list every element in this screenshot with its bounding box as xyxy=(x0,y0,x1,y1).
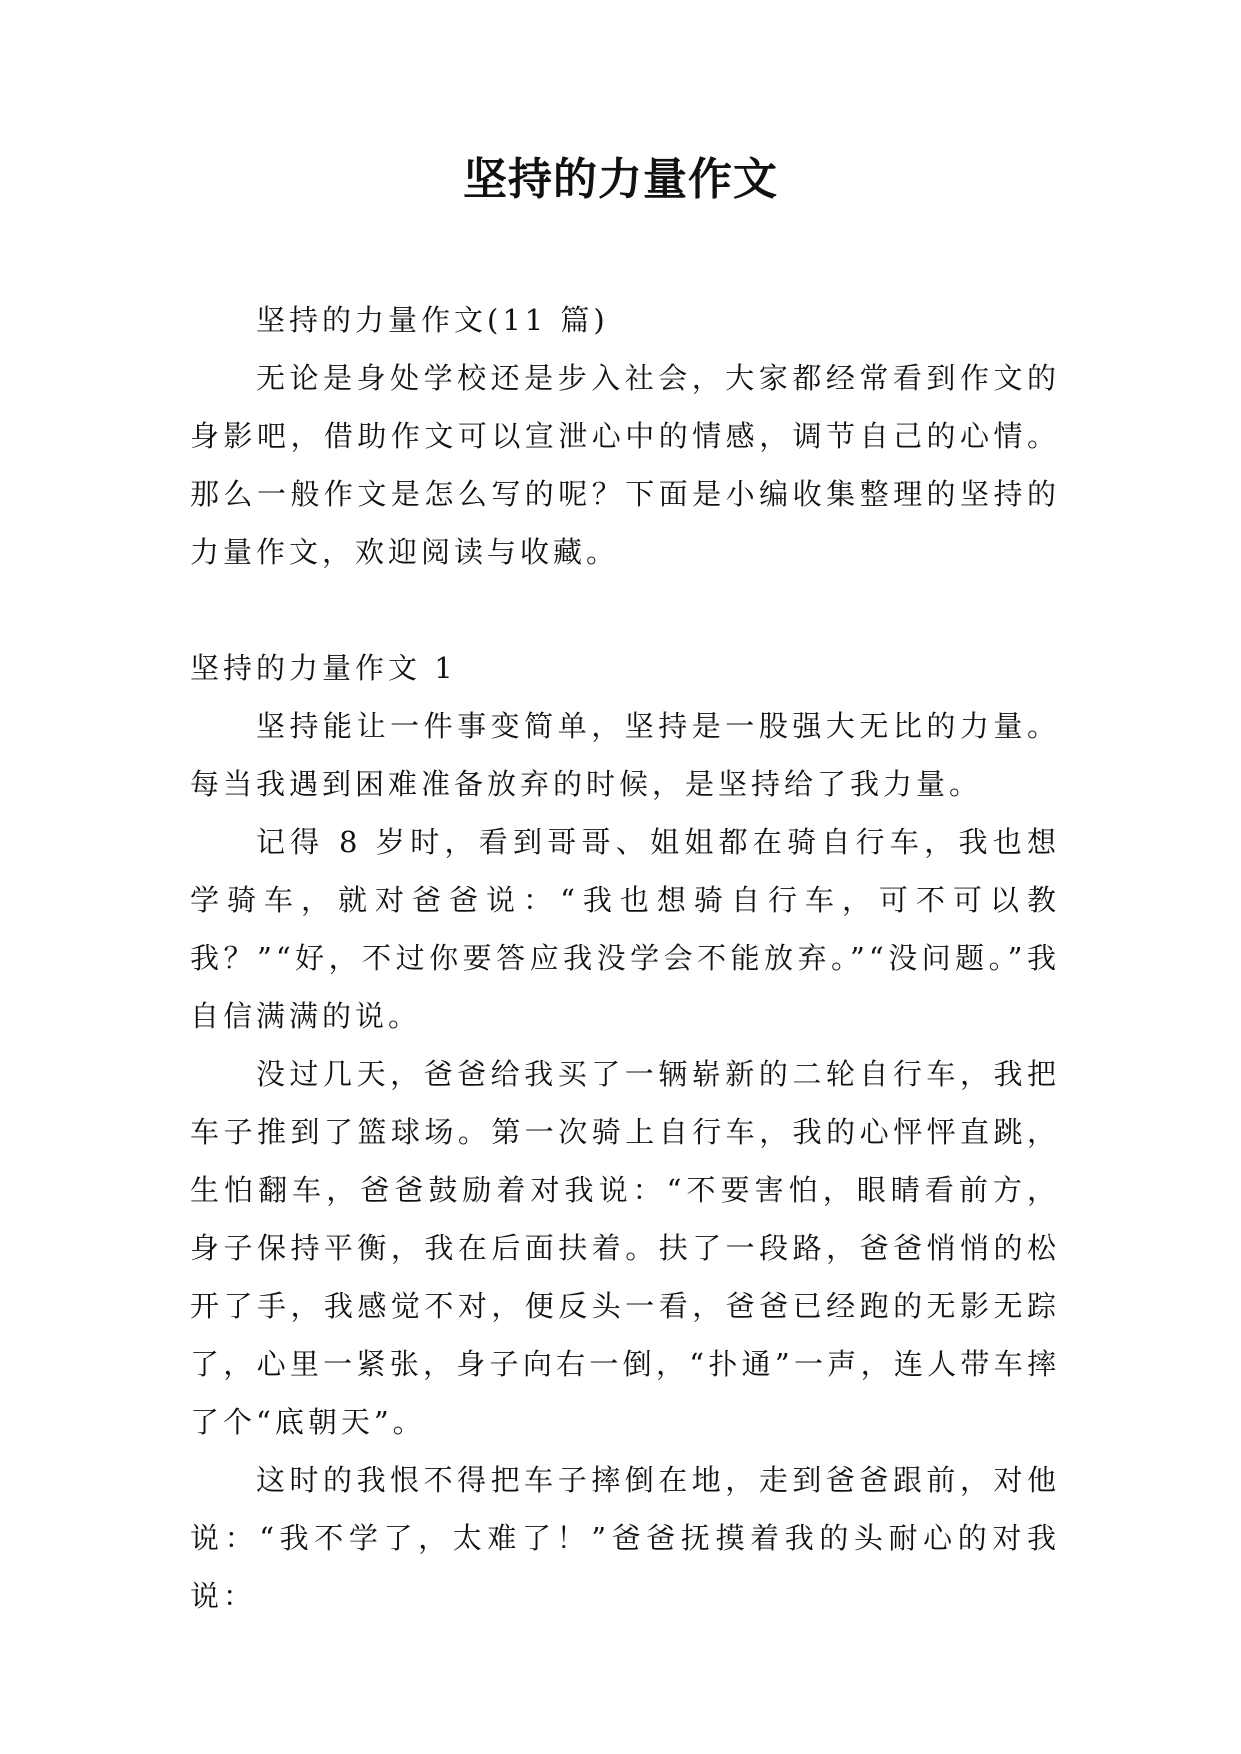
section-heading: 坚持的力量作文 1 xyxy=(190,651,457,685)
body-paragraph: 没过几天，爸爸给我买了一辆崭新的二轮自行车，我把车子推到了篮球场。第一次骑上自行车，我的心怦怦直跳，生怕翻车，爸爸鼓励着对我说：“不要害怕，眼睛看前方，身子保持平衡，我在后面扶着。扶了一段路，爸爸悄悄的松开了手，我感觉不对，便反头一看，爸爸已经跑的无影无踪了，心里一紧张，身子向右一倒，“扑通”一声，连人带车摔了个“底朝天”。 xyxy=(190,1057,1060,1439)
document-body xyxy=(190,291,1060,1625)
body-paragraph: 坚持能让一件事变简单，坚持是一股强大无比的力量。每当我遇到困难准备放弃的时候，是坚持给了我力量。 xyxy=(190,709,1060,801)
intro-paragraph: 无论是身处学校还是步入社会，大家都经常看到作文的身影吧，借助作文可以宣泄心中的情感，调节自己的心情。那么一般作文是怎么写的呢？下面是小编收集整理的坚持的力量作文，欢迎阅读与收藏。 xyxy=(190,361,1060,569)
document-subtitle: 坚持的力量作文(11 篇) xyxy=(256,303,609,337)
body-paragraph: 这时的我恨不得把车子摔倒在地，走到爸爸跟前，对他说：“我不学了，太难了！”爸爸抚摸着我的头耐心的对我说： xyxy=(190,1463,1060,1613)
body-paragraph: 记得 8 岁时，看到哥哥、姐姐都在骑自行车，我也想学骑车，就对爸爸说：“我也想骑自行车，可不可以教我？”“好，不过你要答应我没学会不能放弃。”“没问题。”我自信满满的说。 xyxy=(190,825,1060,1033)
document-title: 坚持的力量作文 xyxy=(463,154,778,205)
